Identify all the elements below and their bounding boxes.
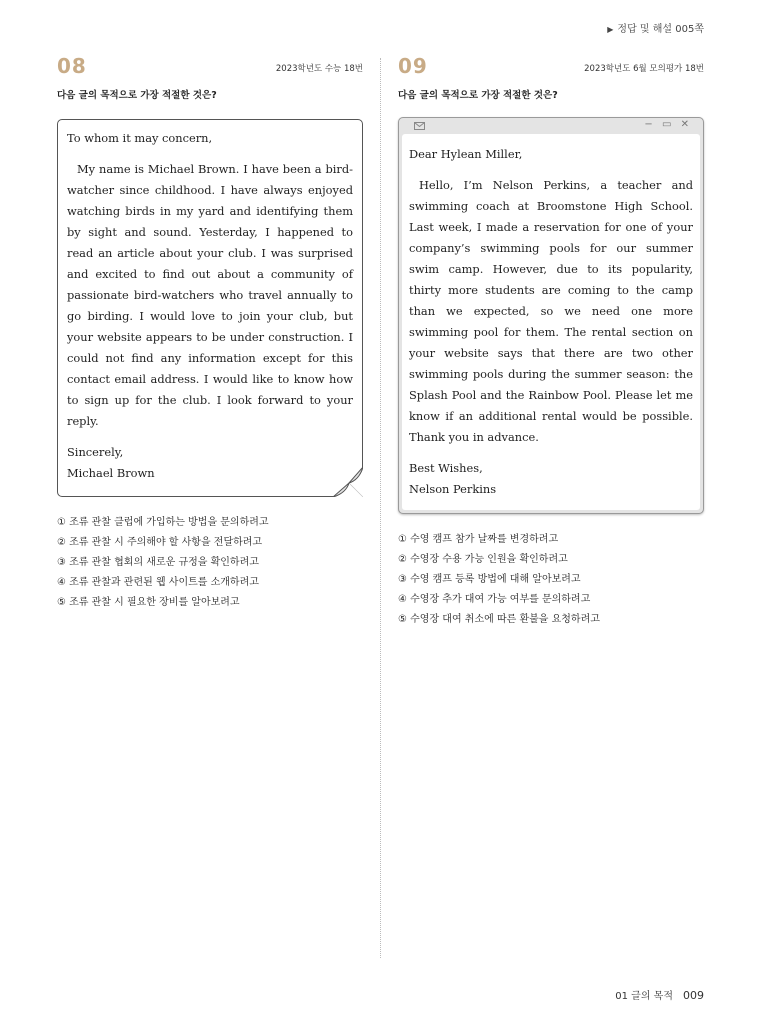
question-08 <box>57 56 363 613</box>
envelope-icon <box>414 122 425 130</box>
question-source: 2023학년도 6월 모의평가 18번 <box>584 64 704 74</box>
choice-4[interactable]: ④ 수영장 추가 대여 가능 여부를 문의하려고 <box>398 594 591 605</box>
choice-4[interactable]: ④ 조류 관찰과 관련된 웹 사이트를 소개하려고 <box>57 577 259 588</box>
choice-1[interactable]: ① 수영 캠프 참가 날짜를 변경하려고 <box>398 534 559 545</box>
choice-2[interactable]: ② 조류 관찰 시 주의해야 할 사항을 전달하려고 <box>57 537 263 548</box>
page-curl-icon <box>333 467 363 497</box>
page-number: 009 <box>683 989 704 1002</box>
answer-reference-text: 정답 및 해설 005쪽 <box>617 24 704 35</box>
letter-closing: Sincerely, <box>67 445 124 459</box>
column-divider <box>380 58 381 958</box>
question-number: 09 <box>398 54 428 78</box>
letter-signature: Michael Brown <box>67 466 155 480</box>
email-body <box>402 134 700 510</box>
page-footer <box>615 987 704 1002</box>
question-prompt: 다음 글의 목적으로 가장 적절한 것은? <box>398 90 558 101</box>
choice-5[interactable]: ⑤ 조류 관찰 시 필요한 장비를 알아보려고 <box>57 597 240 608</box>
question-09 <box>398 56 704 630</box>
question-header <box>57 56 363 80</box>
triangle-right-icon: ▶ <box>607 25 614 34</box>
answer-choices <box>398 530 704 630</box>
email-closing: Best Wishes, <box>409 461 483 475</box>
choice-3[interactable]: ③ 수영 캠프 등록 방법에 대해 알아보려고 <box>398 574 581 585</box>
email-text: Hello, I’m Nelson Perkins, a teacher and swimming coach at Broomstone High School. Last week, I made a reservation for one of your company’s swimming pools for our summer swim camp. However, due to its popularity, thirty more students are coming to the camp than we expected, so we need one more swimming pool for them. The rental section on your website says that there are two other swimming pools during the summer season: the Splash Pool and the Rainbow Pool. Please let me know if an additional rental would be possible. Thank you in advance. <box>409 178 693 444</box>
email-greeting: Dear Hylean Miller, <box>409 147 523 161</box>
question-header <box>398 56 704 80</box>
window-controls[interactable]: − ▭ ✕ <box>644 119 692 130</box>
choice-5[interactable]: ⑤ 수영장 대여 취소에 따른 환불을 요청하려고 <box>398 614 600 625</box>
email-window <box>398 117 704 514</box>
choice-2[interactable]: ② 수영장 수용 가능 인원을 확인하려고 <box>398 554 568 565</box>
answer-choices <box>57 513 363 613</box>
choice-3[interactable]: ③ 조류 관찰 협회의 새로운 규정을 확인하려고 <box>57 557 259 568</box>
email-signature: Nelson Perkins <box>409 482 497 496</box>
letter-greeting: To whom it may concern, <box>67 131 213 145</box>
choice-1[interactable]: ① 조류 관찰 클럽에 가입하는 방법을 문의하려고 <box>57 517 269 528</box>
section-label: 01 글의 목적 <box>615 991 673 1002</box>
question-number: 08 <box>57 54 87 78</box>
question-source: 2023학년도 수능 18번 <box>275 64 363 74</box>
email-titlebar <box>402 118 700 134</box>
answer-reference <box>607 20 704 35</box>
question-prompt: 다음 글의 목적으로 가장 적절한 것은? <box>57 90 217 101</box>
letter-passage <box>57 119 363 497</box>
letter-body: My name is Michael Brown. I have been a bird-watcher since childhood. I have always enjoyed watching birds in my yard and identifying them by sight and sound. Yesterday, I happened to read an article about your club. I was surprised and excited to find out about a community of passionate bird-watchers who travel annually to go birding. I would love to join your club, but your website appears to be under construction. I could not find any information except for this contact email address. I would like to know how to sign up for the club. I look forward to your reply. <box>67 162 353 428</box>
